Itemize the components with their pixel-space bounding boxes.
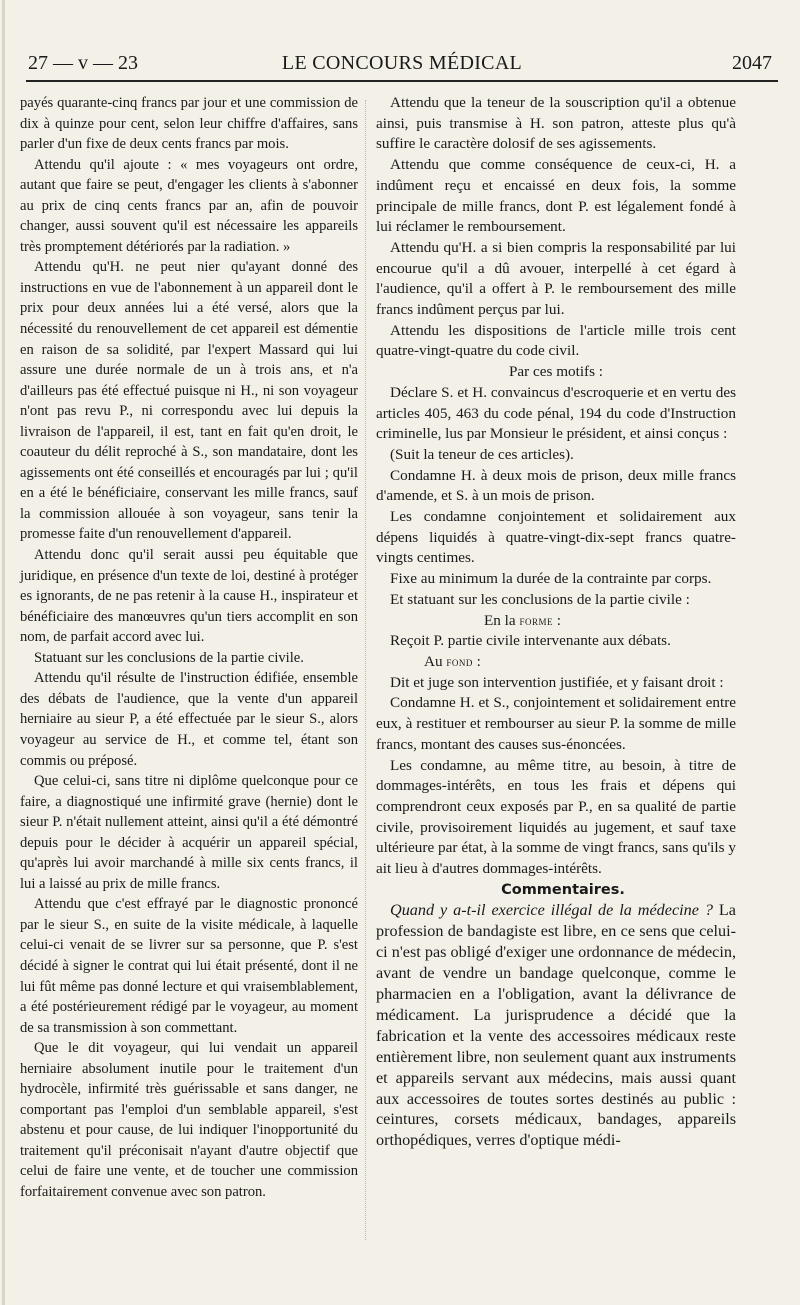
fond-label: fond xyxy=(446,653,473,669)
paragraph: Attendu qu'H. ne peut nier qu'ayant donné des instructions en vue de l'abonnement à un appareil dont le prix pour deux années lui a été versé, alors que la nécessité du renouvellement de cet appareil est démentie en raison de sa solidité, par l'expert Massard qui lui assure une durée normale de un à trois ans, et n'a d'ailleurs pas été effectué puisque ni H., ni son voyageur n'ont pas revu P., ni correspondu avec lui depuis la livraison de l'appareil, il est, tant en fait qu'en droit, le coauteur du délit reproché à S., son mandataire, dont les agissements ont été conseillés et encouragés par lui ; qu'il en a été le bénéficiaire, conservant les mille francs, sauf la commission allouée à son voyageur, sans tenir la promesse faite d'un renouvellement d'appareil. xyxy=(20,259,358,543)
commentary-text: La profession de bandagiste est libre, en ce sens que celui-ci n'est pas obligé d'exiger une ordonnance de médecin, avant de vendre un bandage quelconque, comme le pharmacien en a l'obligation, avant la délivrance de médicament. La jurisprudence a décidé que la fabrication et la vente des accessoires médicaux reste entièrement libre, non seulement quant aux instruments et appareils servant aux médecins, mais aussi quant aux accessoires de toutes sortes destinés au public : ceintures, corsets médicaux, bandages, appareils orthopédiques, verres d'optique médi- xyxy=(376,901,736,1150)
section-heading: Commentaires. xyxy=(501,881,625,898)
paragraph: Condamne H. à deux mois de prison, deux mille francs d'amende, et S. à un mois de prison. xyxy=(376,466,736,505)
paragraph: Attendu les dispositions de l'article mille trois cent quatre-vingt-quatre du code civil. xyxy=(376,321,736,360)
header-rule xyxy=(26,80,778,82)
paragraph: Attendu qu'il ajoute : « mes voyageurs ont ordre, autant que faire se peut, d'engager les clients à s'abonner au prix de cinq cents francs par an, afin de pouvoir changer, aussi souvent qu'il est nécessaire les appareils très promptement détériorés par la radiation. » xyxy=(20,156,358,255)
en-la-forme xyxy=(376,611,736,632)
paragraph: Les condamne conjointement et solidairement aux dépens liquidés à quatre-vingt-dix-sept francs quatre-vingts centimes. xyxy=(376,508,736,567)
column-divider xyxy=(365,100,366,1240)
au-fond xyxy=(376,652,736,673)
en-la-label: En la xyxy=(484,611,516,629)
commentary-paragraph xyxy=(376,900,736,1151)
paragraph: Dit et juge son intervention justifiée, et y faisant droit : xyxy=(390,673,724,691)
fond-colon: : xyxy=(472,652,481,670)
page-edge xyxy=(2,0,5,1305)
par-ces-motifs: Par ces motifs : xyxy=(508,363,604,381)
forme-colon: : xyxy=(552,611,561,629)
paragraph: Attendu qu'H. a si bien compris la responsabilité par lui encourue qu'il a dû avouer, interpellé à cet égard à l'audience, qu'il a offert à P. le remboursement des mille francs indûment perçus par lui. xyxy=(376,238,736,319)
journal-title: LE CONCOURS MÉDICAL xyxy=(281,52,523,74)
commentary-question: Quand y a-t-il exercice illégal de la médecine ? xyxy=(390,901,713,920)
page-number: 2047 xyxy=(732,52,772,74)
paragraph: Attendu qu'il résulte de l'instruction édifiée, ensemble des débats de l'audience, que la vente d'un appareil herniaire au sieur P, a été effectuée par le sieur S., alors voyageur au service de H., et comme tel, étant son commis ou préposé. xyxy=(20,670,358,769)
paragraph: Reçoit P. partie civile intervenante aux débats. xyxy=(390,632,671,650)
paragraph: Les condamne, au même titre, au besoin, à titre de dommages-intérêts, en tous les frais et dépens qui comprendront ceux exposés par P., en sa qualité de partie civile, provisoirement liquidés au jugement, et sauf taxe ultérieure par état, à la somme de vingt francs, sans qu'ils y ait lieu à d'autres dommages-intérêts. xyxy=(376,756,736,878)
paragraph: Condamne H. et S., conjointement et solidairement entre eux, à restituer et rembourser au sieur P. la somme de mille francs, montant des causes sus-énoncées. xyxy=(376,694,736,753)
paragraph: Que celui-ci, sans titre ni diplôme quelconque pour ce faire, a diagnostiqué une infirmité grave (hernie) dont le sieur P. n'était nullement atteint, ainsi qu'il a été démontré depuis pour le décider à acquérir un appareil spécial, qu'après lui avoir marchandé à mille six cents francs, il lui a laissé au prix de mille francs. xyxy=(20,773,358,892)
paragraph: Attendu que c'est effrayé par le diagnostic prononcé par le sieur S., en suite de la visite médicale, à laquelle celui-ci venait de se livrer sur sa personne, que P. s'est décidé à signer le contrat qui lui était présenté, dont il ne lui fût même pas donné lecture et qui vraisemblablement, a été postérieurement rédigé par le voyageur, au moment de sa transmission à son commettant. xyxy=(20,896,358,1036)
paragraph: Que le dit voyageur, qui lui vendait un appareil herniaire absolument inutile pour le traitement d'un hydrocèle, infirmité très guérissable et sans danger, ne comportant pas l'emploi d'un semblable appareil, s'est abstenu et pour cause, de lui indiquer l'inopportunité du traitement qu'il préconisait n'ayant d'autre objectif que celui de faire une vente, et de toucher une commission forfaitairement convenue avec son patron. xyxy=(20,1040,358,1200)
left-column xyxy=(20,93,358,1203)
au-label: Au xyxy=(424,652,443,670)
paragraph: Déclare S. et H. convaincus d'escroquerie et en vertu des articles 405, 463 du code pénal, 194 du code d'Instruction criminelle, lus par Monsieur le président, et ainsi conçus : xyxy=(376,383,736,443)
right-column xyxy=(376,93,736,1151)
paragraph: Attendu que la teneur de la souscription qu'il a obtenue ainsi, puis transmise à H. son patron, atteste plus qu'à suffire le caractère dolosif de ses agissements. xyxy=(376,94,736,153)
running-header xyxy=(28,46,776,80)
paragraph: Fixe au minimum la durée de la contrainte par corps. xyxy=(390,570,712,588)
paragraph: Attendu donc qu'il serait aussi peu équitable que juridique, en présence d'un texte de loi, destiné à protéger es ignorants, de ne pas retenir à la cause H., inspirateur et bénéficiaire des manœuvres qu'un tiers accomplit en son nom, de parfait accord avec lui. xyxy=(20,547,358,646)
paragraph: Et statuant sur les conclusions de la partie civile : xyxy=(390,590,690,608)
paragraph: Statuant sur les conclusions de la partie civile. xyxy=(34,649,304,666)
paragraph: (Suit la teneur de ces articles). xyxy=(390,445,574,463)
paragraph: Attendu que comme conséquence de ceux-ci, H. a indûment reçu et encaissé en deux fois, la somme principale de mille francs, dont P. est légalement fondé à lui réclamer le remboursement. xyxy=(376,156,736,236)
paragraph: payés quarante-cinq francs par jour et une commission de dix à quinze pour cent, selon leur chiffre d'affaires, sans parler d'un fixe de deux cents francs par mois. xyxy=(20,95,358,153)
issue-date: 27 — v — 23 xyxy=(28,52,138,74)
forme-label: forme xyxy=(519,612,553,628)
